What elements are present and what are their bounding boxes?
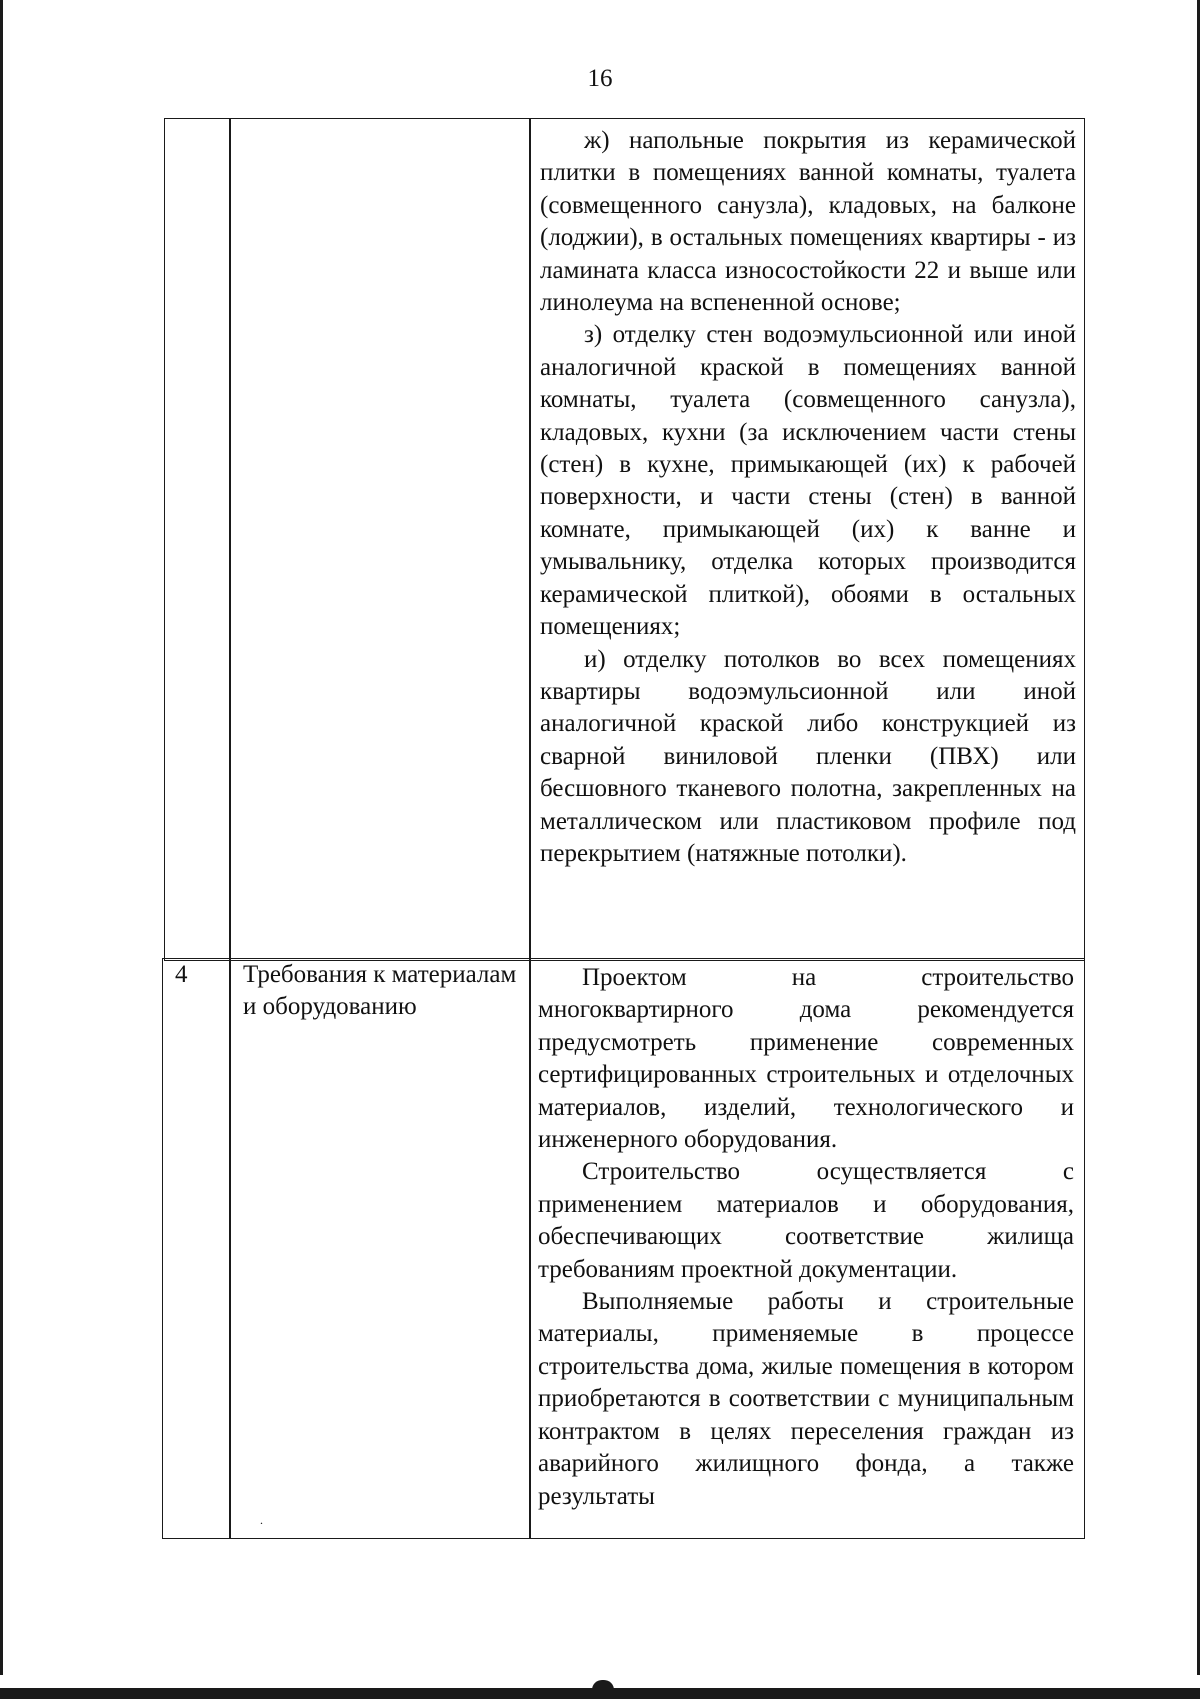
column-divider <box>229 959 231 1538</box>
content-paragraph: Строительство осуществляется с применением материалов и оборудования, обеспечивающих соответствие жилища требованиям проектной документации. <box>538 1158 1074 1283</box>
content-paragraph: з) отделку стен водоэмульсионной или иной аналогичной краской в помещениях ванной комнаты, туалета (совмещенного санузла), кладовых, кухни (за исключением части стены (стен) в кухне, примыкающей (их) к рабочей поверхности, и части стены (стен) в ванной комнате, примыкающей (их) к ванне и умывальнику, отделка которых производится керамической плиткой), обоями в остальных помещениях; <box>540 321 1076 641</box>
row-content <box>538 962 1074 1513</box>
table-row <box>164 118 1085 961</box>
content-paragraph: ж) напольные покрытия из керамической плитки в помещениях ванной комнаты, туалета (совмещенного санузла), кладовых, на балконе (лоджии), в остальных помещениях квартиры - из ламината класса износостойкости 22 и выше или линолеума на вспененной основе; <box>540 127 1076 317</box>
page-bottom-bump <box>592 1680 614 1690</box>
page-left-edge <box>0 0 3 1675</box>
row-content <box>540 125 1076 870</box>
content-paragraph: Выполняемые работы и строительные материалы, применяемые в процессе строительства дома, жилые помещения в котором приобретаются в соответствии с муниципальным контрактом в целях переселения граждан из аварийного жилищного фонда, а также результаты <box>538 1288 1074 1510</box>
row-requirement-name: Требования к материалам и оборудованию <box>243 961 517 1021</box>
content-paragraph: и) отделку потолков во всех помещениях квартиры водоэмульсионной или иной аналогичной краской либо конструкцией из сварной виниловой пленки (ПВХ) или бесшовного тканевого полотна, закрепленных на металлическом или пластиковом профиле под перекрытием (натяжные потолки). <box>540 645 1076 867</box>
table-row <box>162 958 1085 1539</box>
stray-mark: . <box>260 1513 263 1527</box>
column-divider <box>529 119 531 960</box>
column-divider <box>229 119 231 960</box>
column-divider <box>529 959 531 1538</box>
content-paragraph: Проектом на строительство многоквартирного дома рекомендуется предусмотреть применение современных сертифицированных строительных и отделочных материалов, изделий, технологического и инженерного оборудования. <box>538 964 1074 1154</box>
row-number: 4 <box>175 961 188 988</box>
page-number: 16 <box>587 65 613 92</box>
